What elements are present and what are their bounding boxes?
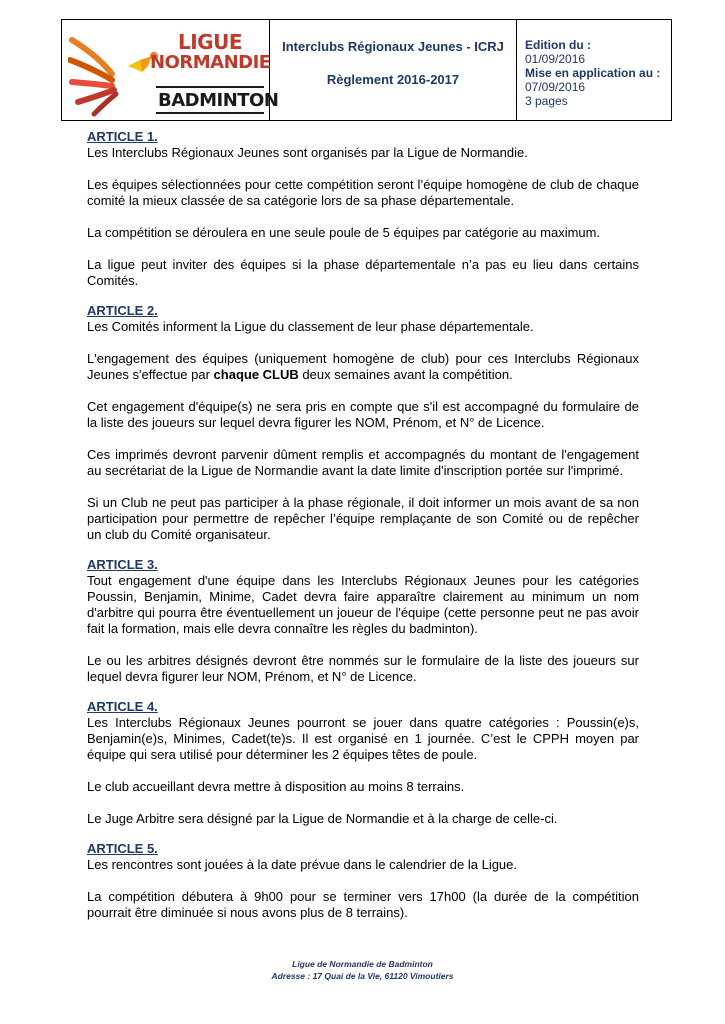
paragraph: Les équipes sélectionnées pour cette compétition seront l’équipe homogène de club de chaque comité la mieux classée de sa catégorie lors de sa phase départementale. [87, 177, 639, 208]
title-cell [270, 20, 517, 120]
page-count: 3 pages [525, 94, 568, 108]
paragraph: La ligue peut inviter des équipes si la phase départementale n’a pas eu lieu dans certains Comités. [87, 257, 639, 288]
application-label: Mise en application au : [525, 66, 661, 80]
paragraph: Les Interclubs Régionaux Jeunes sont organisés par la Ligue de Normandie. [87, 145, 528, 160]
footer-org: Ligue de Normandie de Badminton [292, 959, 433, 969]
edition-label: Edition du : [525, 38, 591, 52]
logo-divider [156, 86, 264, 88]
document-body [87, 129, 639, 921]
paragraph: Le ou les arbitres désignés devront être nommés sur le formulaire de la liste des joueurs sur lequel devra figurer leur NOM, Prénom, et N° de Licence. [87, 653, 639, 684]
logo-normandie-text: NORMANDIE [150, 52, 271, 73]
article-title: ARTICLE 5. [87, 841, 158, 856]
article-3 [87, 557, 639, 685]
emphasis: chaque CLUB [213, 367, 299, 382]
document-title: Interclubs Régionaux Jeunes - ICRJ [282, 39, 504, 54]
logo-cell [62, 20, 279, 120]
paragraph: Si un Club ne peut pas participer à la phase régionale, il doit informer un mois avant de sa non participation pour permettre de repêcher l’équipe remplaçante de son Comité ou de repêcher un club du Comité organisateur. [87, 495, 639, 542]
paragraph: La compétition se déroulera en une seule poule de 5 équipes par catégorie au maximum. [87, 225, 601, 240]
page-footer [0, 958, 725, 982]
footer-address: Adresse : 17 Quai de la Vie, 61120 Vimoutiers [271, 971, 454, 981]
paragraph: Les Interclubs Régionaux Jeunes pourront se jouer dans quatre catégories : Poussin(e)s, Benjamin(e)s, Minimes, Cadet(te)s. Il est organisé en 1 journée. C’est le CPPH moyen par équipe qui sera utilisé pour déterminer les 2 équipes têtes de poule. [87, 715, 639, 762]
paragraph: Tout engagement d'une équipe dans les Interclubs Régionaux Jeunes pour les catégories Poussin, Benjamin, Minime, Cadet devra faire apparaître clairement au minimum un nom d'arbitre qui pourra être éventuellement un joueur de l'équipe (cette personne peut ne pas avoir fait la formation, mais elle devra connaître les règles du badminton). [87, 573, 639, 636]
article-title: ARTICLE 3. [87, 557, 158, 572]
paragraph: Le club accueillant devra mettre à disposition au moins 8 terrains. [87, 779, 465, 794]
document-header [61, 19, 672, 121]
edition-cell [517, 20, 671, 120]
paragraph: Ces imprimés devront parvenir dûment remplis et accompagnés du montant de l'engagement au secrétariat de la Ligue de Normandie avant la date limite d'inscription portée sur l'imprimé. [87, 447, 639, 478]
paragraph: Les Comités informent la Ligue du classement de leur phase départementale. [87, 319, 534, 334]
article-5 [87, 841, 639, 921]
article-4 [87, 699, 639, 827]
application-date: 07/09/2016 [525, 80, 586, 94]
logo-ligue-text: LIGUE [177, 30, 242, 54]
logo-divider [156, 112, 264, 114]
article-title: ARTICLE 4. [87, 699, 158, 714]
engagement-paragraph: L'engagement des équipes (uniquement homogène de club) pour ces Interclubs Régionaux Jeunes s'effectue par chaque CLUB deux semaines avant la compétition. [87, 351, 639, 382]
paragraph: Cet engagement d'équipe(s) ne sera pris en compte que s'il est accompagné du formulaire de la liste des joueurs sur lequel devra figurer les NOM, Prénom, et N° de Licence. [87, 399, 639, 430]
article-2 [87, 303, 639, 543]
logo-badminton-text: BADMINTON [158, 90, 279, 111]
edition-date: 01/09/2016 [525, 52, 586, 66]
document-subtitle: Règlement 2016-2017 [326, 72, 460, 87]
paragraph: Les rencontres sont jouées à la date prévue dans le calendrier de la Ligue. [87, 857, 518, 872]
paragraph: Le Juge Arbitre sera désigné par la Ligue de Normandie et à la charge de celle-ci. [87, 811, 558, 826]
article-title: ARTICLE 1. [87, 129, 158, 144]
paragraph: La compétition débutera à 9h00 pour se terminer vers 17h00 (la durée de la compétition pourrait être diminuée si nous avons plus de 8 terrains). [87, 889, 639, 920]
article-title: ARTICLE 2. [87, 303, 158, 318]
article-1 [87, 129, 639, 289]
